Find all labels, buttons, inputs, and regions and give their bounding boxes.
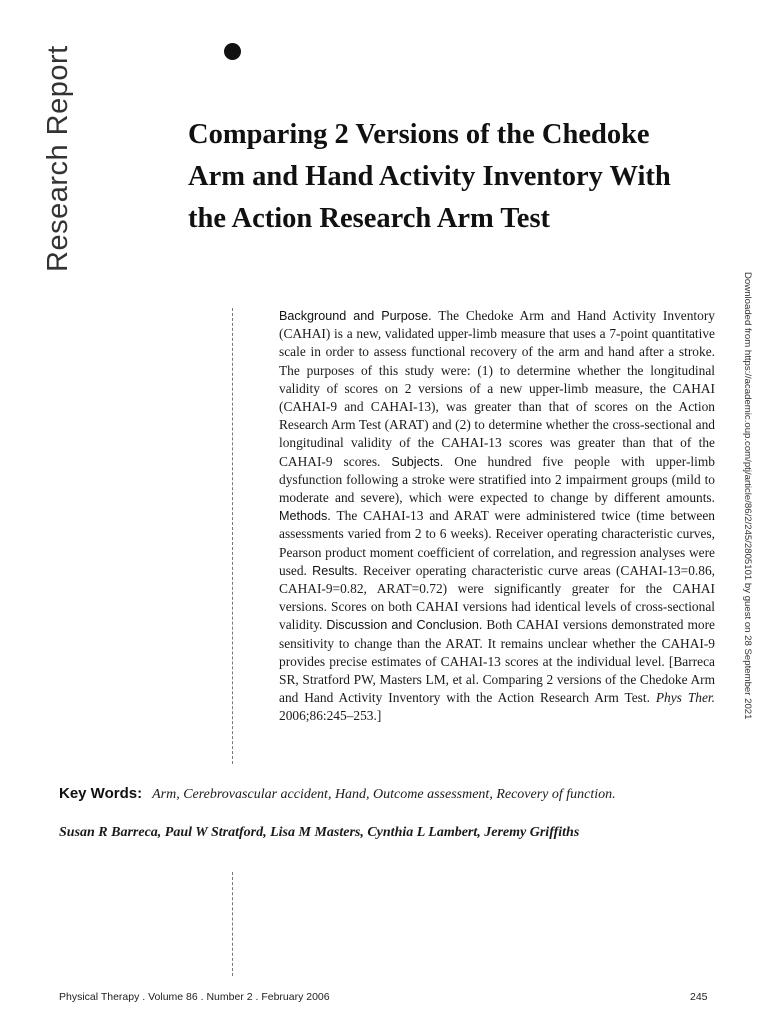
section-label: Research Report xyxy=(42,45,74,272)
journal-footer: Physical Therapy . Volume 86 . Number 2 . February 2006 xyxy=(59,991,330,1003)
discussion-label: Discussion and Conclusion. xyxy=(326,618,483,633)
subjects-text: One hundred five people with upper-limb dysfunction following a stroke were stratified into 2 impairment groups (mild to moderate and severe), which were expected to change by different amounts. xyxy=(279,453,715,506)
background-label: Background and Purpose. xyxy=(279,309,432,323)
keywords-list: Arm, Cerebrovascular accident, Hand, Outcome assessment, Recovery of function. xyxy=(152,787,616,802)
page-number: 245 xyxy=(690,991,708,1003)
margin-rule-bottom xyxy=(232,872,233,976)
keywords xyxy=(59,785,739,803)
abstract xyxy=(279,307,715,726)
citation-ref: 2006;86:245–253.] xyxy=(279,708,382,724)
article-title: Comparing 2 Versions of the Chedoke Arm and Hand Activity Inventory With the Action Research Arm Test xyxy=(188,119,671,234)
discussion-text: Both CAHAI versions demonstrated more sensitivity to change than the ARAT. It remains unclear whether the CAHAI-9 provides precise estimates of CAHAI-13 scores at the individual level. [Barreca SR, Stratford PW, Masters LM, et al. Comparing 2 versions of the Chedoke Arm and Hand Activity Inventory with the Action Research Arm Test. xyxy=(279,617,715,706)
citation-journal: Phys Ther. xyxy=(655,690,715,706)
keywords-label: Key Words: xyxy=(59,785,143,802)
download-note xyxy=(739,272,759,772)
download-note-text: Downloaded from https://academic.oup.com/ptj/article/86/2/245/2805101 by guest on 28 September 2021 xyxy=(742,272,753,720)
margin-rule-top xyxy=(232,308,233,764)
background-text: The Chedoke Arm and Hand Activity Inventory (CAHAI) is a new, validated upper-limb measure that uses a 7-point quantitative scale in order to assess functional recovery of the arm and hand after a stroke. The purposes of this study were: (1) to determine whether the longitudinal validity of scores on 2 versions of a new upper-limb measure, the CAHAI (CAHAI-9 and CAHAI-13), was greater than that of scores on the Action Research Arm Test (ARAT) and (2) to determine whether the cross-sectional and longitudinal validity of the CAHAI-13 scores was greater than that of the CAHAI-9 scores. xyxy=(279,308,715,469)
methods-label: Methods. xyxy=(279,509,331,524)
methods-text: The CAHAI-13 and ARAT were administered twice (time between assessments varied from 2 to 6 weeks). Receiver operating characteristic curves, Pearson product moment coefficient of correlation, and regression analyses were used. xyxy=(279,508,716,578)
bullet-dot-icon xyxy=(224,43,241,60)
subjects-label: Subjects. xyxy=(391,454,444,469)
author-list: Susan R Barreca, Paul W Stratford, Lisa M Masters, Cynthia L Lambert, Jeremy Griffiths xyxy=(59,825,580,840)
results-label: Results. xyxy=(312,563,358,578)
results-text: Receiver operating characteristic curve areas (CAHAI-13=0.86, CAHAI-9=0.82, ARAT=0.72) were significantly greater for the CAHAI versions. Scores on both CAHAI versions had identical levels of cross-sectional validity. xyxy=(279,562,715,633)
